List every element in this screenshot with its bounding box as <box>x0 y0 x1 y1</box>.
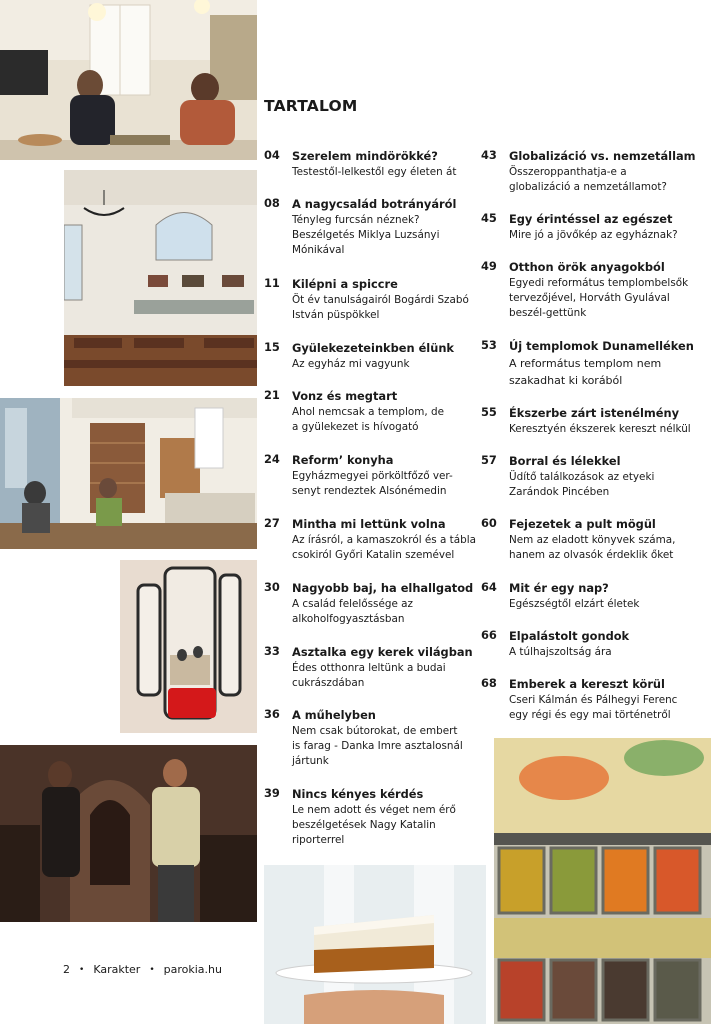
toc-page-number: 66 <box>481 628 497 642</box>
toc-headline: Otthon örök anyagokból <box>509 260 665 274</box>
toc-subtitle: Testestől-lelkestől egy életen át <box>292 166 457 178</box>
toc-subtitle: Tényleg furcsán néznek? Beszélgetés Miklya Luzsányi Mónikával <box>292 214 440 256</box>
toc-page-number: 33 <box>264 644 280 658</box>
toc-entry[interactable] <box>481 259 706 321</box>
toc-entry[interactable] <box>481 211 706 243</box>
toc-headline: A nagycsalád botrányáról <box>292 197 457 211</box>
toc-headline: Borral és lélekkel <box>509 454 621 468</box>
toc-headline: Kilépni a spiccre <box>292 277 398 291</box>
toc-page-number: 60 <box>481 516 497 530</box>
toc-headline: Mintha mi lettünk volna <box>292 517 446 531</box>
toc-subtitle: Keresztyén ékszerek kereszt nélkül <box>509 423 691 435</box>
toc-headline: Gyülekezeteinkben élünk <box>292 341 454 355</box>
toc-headline: Új templomok Dunamelléken <box>509 339 694 353</box>
toc-page-number: 68 <box>481 676 497 690</box>
toc-subtitle: Egyedi református templombelsők tervezőjével, Horváth Gyulával beszél-gettünk <box>509 277 689 319</box>
toc-page-number: 43 <box>481 148 497 162</box>
toc-subtitle: Üdítő találkozások az etyeki Zarándok Pincében <box>509 471 655 498</box>
toc-entry[interactable] <box>264 707 474 769</box>
toc-page-number: 39 <box>264 786 280 800</box>
toc-subtitle: Cseri Kálmán és Pálhegyi Ferenc egy régi és egy mai történetről <box>509 694 678 721</box>
wine-cellar-photo <box>0 745 257 922</box>
toc-subtitle: Nem az eladott könyvek száma, hanem az olvasók érdeklik őket <box>509 534 676 561</box>
toc-entry[interactable] <box>264 388 474 435</box>
toc-entry[interactable] <box>481 516 706 563</box>
toc-page-number: 49 <box>481 259 497 273</box>
toc-headline: Nagyobb baj, ha elhallgatod <box>292 581 474 595</box>
toc-subtitle: Egészségtől elzárt életek <box>509 598 640 610</box>
toc-subtitle: Ahol nemcsak a templom, de a gyülekezet is hívogató <box>292 406 444 433</box>
toc-entry[interactable] <box>481 453 706 500</box>
toc-subtitle: Mire jó a jövőkép az egyháznak? <box>509 229 678 241</box>
toc-subtitle: Egyházmegyei pörköltfőző ver-senyt rendeztek Alsónémedin <box>292 470 453 497</box>
toc-entry[interactable] <box>264 580 474 627</box>
toc-entry[interactable] <box>264 516 474 563</box>
cake-photo <box>264 865 486 1024</box>
toc-subtitle: A református templom nem szakadhat ki korából <box>509 357 662 387</box>
footer-website[interactable]: parokia.hu <box>163 963 222 976</box>
toc-subtitle: Édes otthonra leltünk a budai cukrászdában <box>292 662 446 689</box>
toc-headline: A műhelyben <box>292 708 376 722</box>
cafe-photo <box>0 0 257 160</box>
toc-headline: Globalizáció vs. nemzetállam <box>509 149 696 163</box>
toc-page-number: 24 <box>264 452 280 466</box>
toc-page-number: 55 <box>481 405 497 419</box>
page-footer <box>63 963 222 976</box>
toc-headline: Reform’ konyha <box>292 453 394 467</box>
toc-page-number: 08 <box>264 196 280 210</box>
toc-entry[interactable] <box>264 276 474 323</box>
toc-subtitle: Az írásról, a kamaszokról és a tábla csokiról Győri Katalin szemével <box>292 534 476 561</box>
toc-subtitle: Nem csak bútorokat, de embert is farag - Danka Imre asztalosnál jártunk <box>292 725 463 767</box>
footer-separator: • <box>79 964 85 975</box>
toc-entry[interactable] <box>264 644 474 691</box>
footer-page-number: 2 <box>63 963 70 976</box>
toc-subtitle: Le nem adott és véget nem érő beszélgetések Nagy Katalin riporterrel <box>292 804 456 846</box>
toc-subtitle: Öt év tanulságairól Bogárdi Szabó István püspökkel <box>292 294 469 321</box>
toc-subtitle: A túlhajszoltság ára <box>509 646 612 658</box>
toc-entry[interactable] <box>264 148 474 180</box>
toc-headline: Fejezetek a pult mögül <box>509 517 656 531</box>
toc-entry[interactable] <box>264 452 474 499</box>
toc-entry[interactable] <box>481 148 706 195</box>
toc-entry[interactable] <box>481 338 706 389</box>
paint-box-photo <box>494 738 711 1024</box>
mirrors-photo <box>120 560 257 733</box>
toc-page-number: 27 <box>264 516 280 530</box>
footer-separator: • <box>149 964 155 975</box>
toc-headline: Szerelem mindörökké? <box>292 149 438 163</box>
toc-page-number: 21 <box>264 388 280 402</box>
toc-page-number: 11 <box>264 276 280 290</box>
toc-page-number: 57 <box>481 453 497 467</box>
bookshop-photo <box>0 398 257 549</box>
toc-headline: Mit ér egy nap? <box>509 581 609 595</box>
church-interior-photo <box>64 170 257 386</box>
toc-subtitle: Összeroppanthatja-e a globalizáció a nemzetállamot? <box>509 166 667 193</box>
toc-subtitle: A család felelőssége az alkoholfogyasztásban <box>292 598 413 625</box>
toc-headline: Vonz és megtart <box>292 389 398 403</box>
toc-entry[interactable] <box>264 786 474 848</box>
toc-page-number: 53 <box>481 338 497 352</box>
toc-page-number: 64 <box>481 580 497 594</box>
toc-page-number: 36 <box>264 707 280 721</box>
toc-subtitle: Az egyház mi vagyunk <box>292 358 410 370</box>
toc-page-number: 04 <box>264 148 280 162</box>
toc-page-number: 45 <box>481 211 497 225</box>
toc-entry[interactable] <box>481 628 706 660</box>
toc-headline: Egy érintéssel az egészet <box>509 212 673 226</box>
toc-headline: Nincs kényes kérdés <box>292 787 424 801</box>
toc-page-number: 15 <box>264 340 280 354</box>
toc-page-number: 30 <box>264 580 280 594</box>
toc-entry[interactable] <box>481 405 706 437</box>
toc-headline: Emberek a kereszt körül <box>509 677 665 691</box>
toc-entry[interactable] <box>264 196 474 258</box>
toc-entry[interactable] <box>481 676 706 723</box>
toc-headline: Asztalka egy kerek világban <box>292 645 473 659</box>
toc-entry[interactable] <box>264 340 474 372</box>
toc-entry[interactable] <box>481 580 706 612</box>
toc-headline: Ékszerbe zárt istenélmény <box>509 406 680 420</box>
toc-title: TARTALOM <box>264 97 358 115</box>
footer-magazine-name: Karakter <box>93 963 141 976</box>
toc-headline: Elpalástolt gondok <box>509 629 630 643</box>
